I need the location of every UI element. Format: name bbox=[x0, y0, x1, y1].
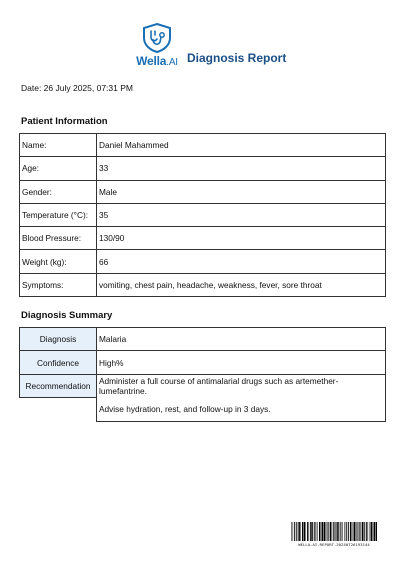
weight-value: 66 bbox=[97, 250, 386, 273]
barcode-bar bbox=[296, 522, 297, 541]
barcode-bar bbox=[312, 522, 313, 541]
barcode-bar bbox=[291, 522, 292, 541]
age-label: Age: bbox=[20, 157, 97, 180]
barcode-bar bbox=[337, 522, 338, 541]
barcode-bar bbox=[319, 522, 321, 541]
patient-info-title: Patient Information bbox=[21, 116, 108, 127]
barcode-bar bbox=[328, 522, 329, 541]
diagnosis-value: Malaria bbox=[97, 328, 386, 351]
temperature-label: Temperature (°C): bbox=[20, 203, 97, 226]
barcode-bar bbox=[376, 522, 378, 541]
table-row bbox=[20, 398, 386, 421]
recommendation-label: Recommendation bbox=[20, 374, 97, 397]
table-row bbox=[20, 351, 386, 374]
barcode-bar bbox=[327, 522, 328, 541]
barcode-bar bbox=[336, 522, 337, 541]
symptoms-value: vomiting, chest pain, headache, weakness, fever, sore throat bbox=[97, 273, 386, 296]
barcode-bar bbox=[340, 522, 341, 541]
barcode-bar bbox=[354, 522, 356, 541]
barcode-bar bbox=[338, 522, 339, 541]
barcode-bar bbox=[356, 522, 357, 541]
report-header bbox=[0, 22, 405, 70]
barcode-bar bbox=[346, 522, 347, 541]
barcode-text: WELLA-AI-REPORT-20250726193144 bbox=[298, 542, 370, 547]
recommendation-line-1: Administer a full course of antimalarial drugs such as artemether-lumefantrine. bbox=[97, 374, 386, 397]
barcode-bar bbox=[300, 522, 301, 541]
table-row bbox=[20, 180, 386, 203]
recommendation-line-2: Advise hydration, rest, and follow-up in 3 days. bbox=[97, 398, 386, 421]
barcode-bar bbox=[362, 522, 364, 541]
barcode-bar bbox=[309, 522, 310, 541]
barcode-bar bbox=[333, 522, 334, 541]
logo-wordmark bbox=[134, 54, 180, 68]
barcode-bar bbox=[374, 522, 376, 541]
diagnosis-summary-table bbox=[19, 327, 386, 422]
empty-cell bbox=[20, 398, 97, 421]
barcode-bar bbox=[344, 522, 345, 541]
blood-pressure-label: Blood Pressure: bbox=[20, 227, 97, 250]
name-value: Daniel Mahammed bbox=[97, 134, 386, 157]
table-row bbox=[20, 134, 386, 157]
table-row bbox=[20, 227, 386, 250]
table-row bbox=[20, 203, 386, 226]
age-value: 33 bbox=[97, 157, 386, 180]
barcode-bar bbox=[364, 522, 365, 541]
symptoms-label: Symptoms: bbox=[20, 273, 97, 296]
temperature-value: 35 bbox=[97, 203, 386, 226]
barcode-bar bbox=[367, 522, 368, 541]
barcode-bar bbox=[294, 522, 295, 541]
barcode-bar bbox=[352, 522, 353, 541]
barcode-bar bbox=[373, 522, 374, 541]
diagnosis-label: Diagnosis bbox=[20, 328, 97, 351]
barcode-bar bbox=[350, 522, 352, 541]
barcode-bar bbox=[304, 522, 305, 541]
barcode-bar bbox=[298, 522, 300, 541]
barcode-bar bbox=[293, 522, 294, 541]
barcode-bar bbox=[324, 522, 326, 541]
table-row bbox=[20, 273, 386, 296]
barcode-bar bbox=[317, 522, 318, 541]
barcode-bar bbox=[321, 522, 322, 541]
barcode-bar bbox=[310, 522, 312, 541]
patient-info-table bbox=[19, 133, 386, 297]
table-row bbox=[20, 374, 386, 397]
report-title: Diagnosis Report bbox=[187, 51, 287, 65]
confidence-label: Confidence bbox=[20, 351, 97, 374]
barcode-bar bbox=[307, 522, 308, 541]
barcode-bar bbox=[316, 522, 317, 541]
barcode-bar bbox=[343, 522, 344, 541]
report-date: Date: 26 July 2025, 07:31 PM bbox=[21, 83, 133, 93]
name-label: Name: bbox=[20, 134, 97, 157]
barcode-bar bbox=[306, 522, 307, 541]
confidence-value: High% bbox=[97, 351, 386, 374]
weight-label: Weight (kg): bbox=[20, 250, 97, 273]
wella-logo bbox=[134, 22, 180, 70]
barcode-bar bbox=[360, 522, 361, 541]
barcode-bar bbox=[302, 522, 304, 541]
logo-suffix: .AI bbox=[166, 57, 178, 68]
barcode-bar bbox=[335, 522, 336, 541]
barcode-bar bbox=[371, 522, 373, 541]
barcode-bar bbox=[357, 522, 358, 541]
barcode-bar bbox=[332, 522, 333, 541]
barcode-bar bbox=[314, 522, 315, 541]
barcode-bar bbox=[369, 522, 370, 541]
barcode-bar bbox=[322, 522, 324, 541]
shield-stethoscope-icon bbox=[140, 22, 174, 54]
barcode-bar bbox=[366, 522, 367, 541]
barcode-bar bbox=[348, 522, 349, 541]
blood-pressure-value: 130/90 bbox=[97, 227, 386, 250]
gender-label: Gender: bbox=[20, 180, 97, 203]
table-row bbox=[20, 157, 386, 180]
barcode-bar bbox=[330, 522, 332, 541]
diagnosis-summary-title: Diagnosis Summary bbox=[21, 310, 113, 321]
gender-value: Male bbox=[97, 180, 386, 203]
table-row bbox=[20, 328, 386, 351]
table-row bbox=[20, 250, 386, 273]
barcode-image bbox=[291, 522, 377, 541]
barcode-bar bbox=[359, 522, 360, 541]
logo-name: Wella bbox=[136, 54, 167, 68]
